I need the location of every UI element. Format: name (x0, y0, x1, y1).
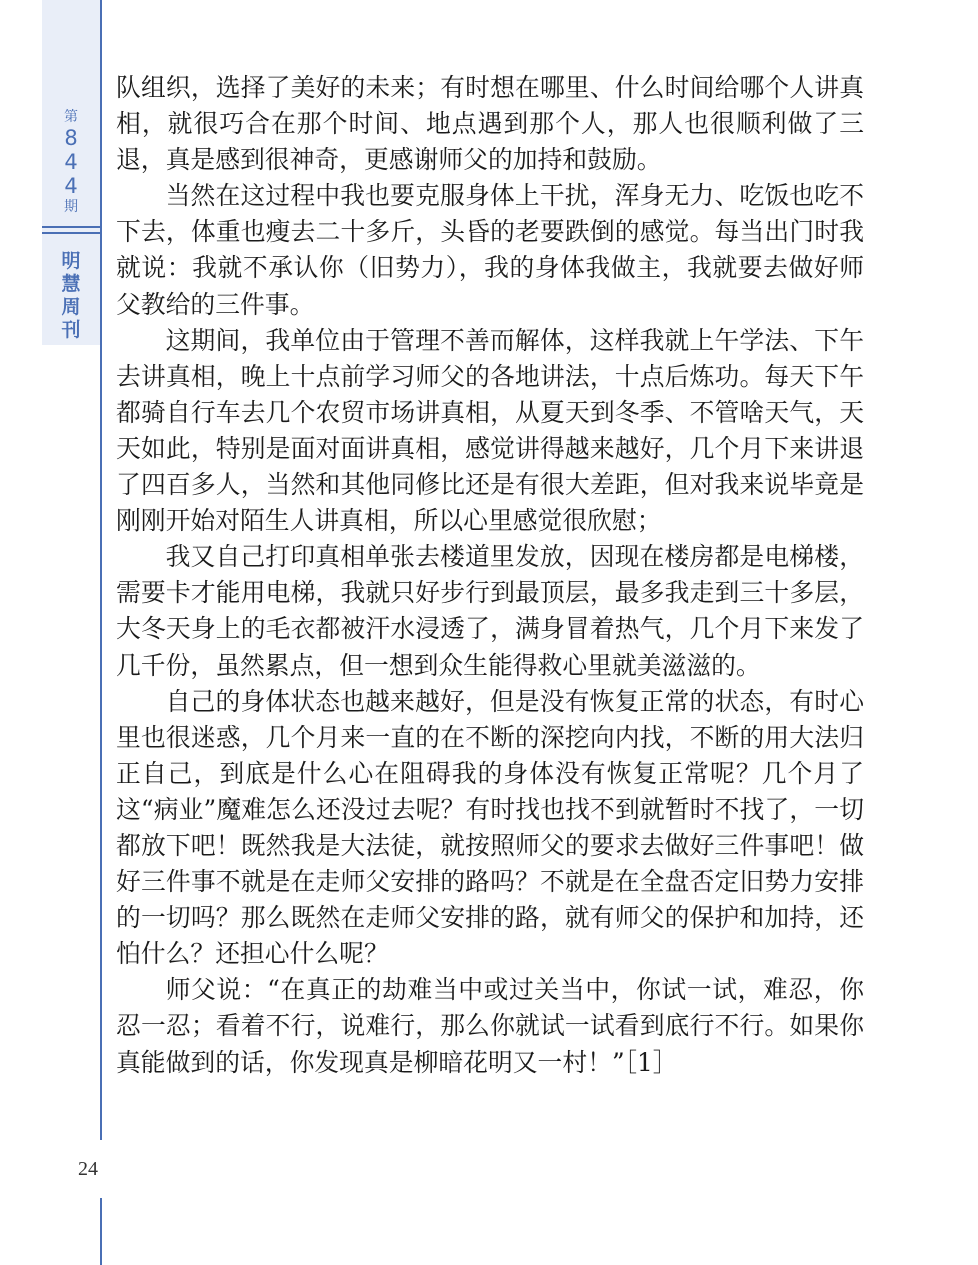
article-paragraph: 当然在这过程中我也要克服身体上干扰，浑身无力、吃饭也吃不下去，体重也瘦去二十多斤，头昏的老要跌倒的感觉。每当出门时我就说：我就不承认你（旧势力），我的身体我做主，我就要去做好师父教给的三件事。 (116, 181, 864, 319)
issue-suffix: 期 (64, 199, 78, 215)
article-paragraph: 这期间，我单位由于管理不善而解体，这样我就上午学法、下午去讲真相，晚上十点前学习师父的各地讲法，十点后炼功。每天下午都骑自行车去几个农贸市场讲真相，从夏天到冬季、不管啥天气，天天如此，特别是面对面讲真相，感觉讲得越来越好，几个月下来讲退了四百多人，当然和其他同修比还是有很大差距，但对我来说毕竟是刚刚开始对陌生人讲真相，所以心里感觉很欣慰； (116, 325, 864, 536)
issue-digit: 8 (64, 126, 78, 150)
magazine-name-char: 刊 (61, 319, 81, 341)
article-paragraph: 我又自己打印真相单张去楼道里发放，因现在楼房都是电梯楼，需要卡才能用电梯，我就只好步行到最顶层，最多我走到三十多层，大冬天身上的毛衣都被汗水浸透了，满身冒着热气，几个月下来发了几千份，虽然累点，但一想到众生能得救心里就美滋滋的。 (116, 542, 864, 680)
magazine-name-char: 周 (61, 296, 81, 318)
issue-divider (42, 226, 100, 228)
magazine-name (42, 250, 100, 342)
article-paragraph: 自己的身体状态也越来越好，但是没有恢复正常的状态，有时心里也很迷惑，几个月来一直的在不断的深挖向内找，不断的用大法归正自己，到底是什么心在阻碍我的身体没有恢复正常呢？几个月了这“病业”魔难怎么还没过去呢？有时找也找不到就暂时不找了，一切都放下吧！既然我是大法徒，就按照师父的要求去做好三件事吧！做好三件事不就是在走师父安排的路吗？不就是在全盘否定旧势力安排的一切吗？那么既然在走师父安排的路，就有师父的保护和加持，还怕什么？还担心什么呢？ (116, 686, 864, 969)
issue-digit: 4 (64, 150, 78, 174)
article-body (116, 70, 864, 1081)
magazine-name-char: 慧 (61, 273, 81, 295)
sidebar-rule (100, 0, 102, 1265)
issue-label (42, 108, 100, 216)
magazine-name-char: 明 (61, 250, 81, 272)
issue-divider (42, 232, 100, 234)
article-quote-paragraph: 师父说：“在真正的劫难当中或过关当中，你试一试，难忍，你忍一忍；看着不行，说难行，那么你就试一试看到底行不行。如果你真能做到的话，你发现真是柳暗花明又一村！”［1］ (116, 975, 864, 1077)
issue-digit: 4 (64, 174, 78, 198)
issue-prefix: 第 (64, 109, 78, 125)
page-number: 24 (78, 1158, 98, 1180)
article-paragraph: 队组织，选择了美好的未来；有时想在哪里、什么时间给哪个人讲真相，就很巧合在那个时间、地点遇到那个人，那人也很顺利做了三退，真是感到很神奇，更感谢师父的加持和鼓励。 (116, 73, 864, 175)
